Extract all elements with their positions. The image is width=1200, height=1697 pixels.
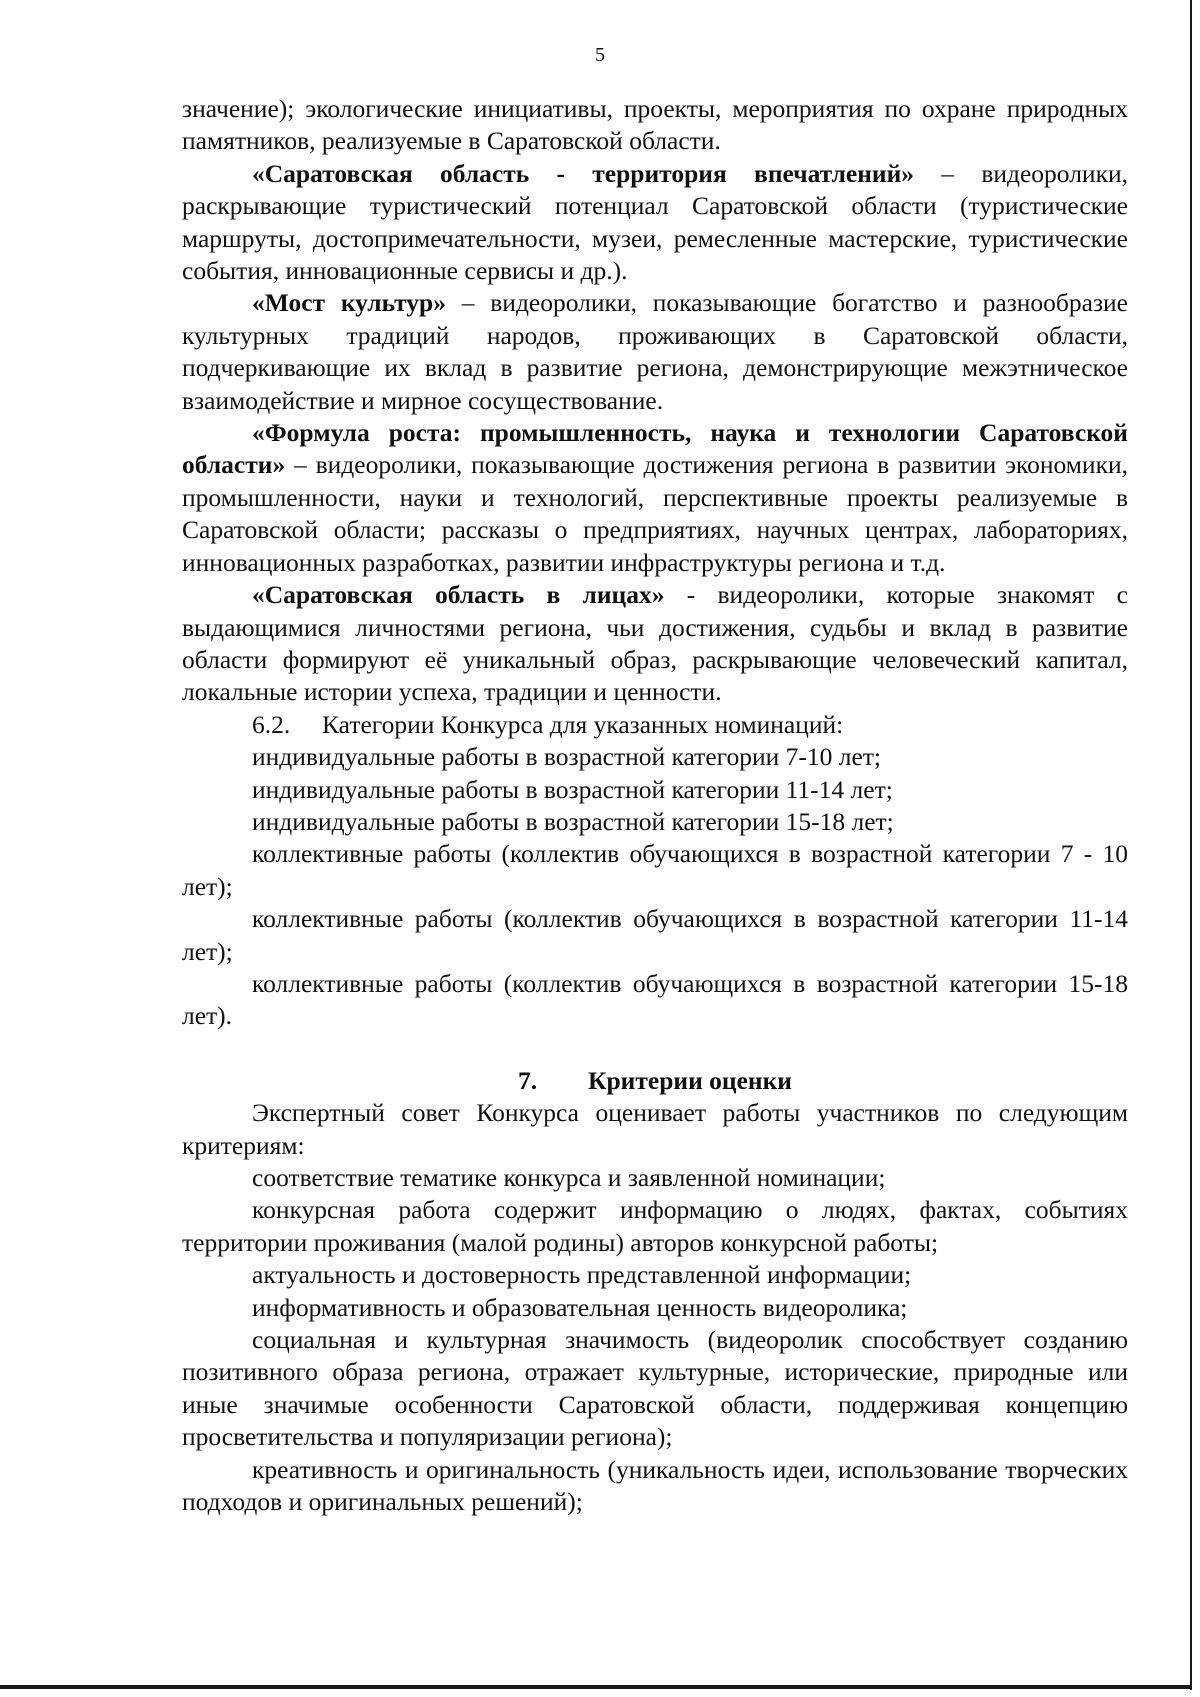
nomination-title: «Формула роста: промышленность, наука и технологии Саратовской области» [182, 418, 1128, 480]
section-number: 7. [518, 1065, 538, 1095]
criteria-item: соответствие тематике конкурса и заявленной номинации; [252, 1163, 886, 1192]
paragraph-ecology-continuation: значение); экологические инициативы, проекты, мероприятия по охране природных памятников, реализуемые в Саратовской области. [182, 94, 1128, 156]
category-item: коллективные работы (коллектив обучающихся в возрастной категории 7 - 10 лет); [182, 839, 1128, 901]
document-body [182, 93, 1128, 1518]
criteria-item: конкурсная работа содержит информацию о людях, фактах, событиях территории проживания (малой родины) авторов конкурсной работы; [182, 1195, 1128, 1257]
section-title: Критерии оценки [588, 1065, 792, 1095]
category-item: индивидуальные работы в возрастной категории 11-14 лет; [252, 774, 893, 804]
section-number: 6.2. [252, 709, 291, 739]
criteria-item: информативность и образовательная ценность видеоролика; [252, 1292, 908, 1322]
criteria-intro: Экспертный совет Конкурса оценивает работы участников по следующим критериям: [182, 1098, 1128, 1160]
nomination-title: «Саратовская область - территория впечатлений» [252, 158, 915, 188]
category-item: индивидуальные работы в возрастной категории 15-18 лет; [252, 806, 894, 836]
paragraph-nomination-bridge-of-cultures [182, 287, 1128, 417]
criteria-item: креативность и оригинальность (уникальность идеи, использование творческих подходов и оригинальных решений); [182, 1454, 1128, 1517]
category-item: коллективные работы (коллектив обучающихся в возрастной категории 11-14 лет); [182, 904, 1128, 966]
section-6-2-heading [182, 709, 1128, 741]
scan-edge-bottom [0, 1685, 1192, 1689]
nomination-description: – видеоролики, показывающие богатство и разнообразие культурных традиций народов, проживающих в Саратовской области, подчеркивающие их вклад в развитие региона, демонстрирующие межэтническое взаимодействие и мирное сосуществование. [182, 288, 1128, 415]
section-title: Категории Конкурса для указанных номинаций: [322, 709, 844, 739]
nomination-description: – видеоролики, показывающие достижения региона в развитии экономики, промышленности, науки и технологий, перспективные проекты реализуемые в Саратовской области; рассказы о предприятиях, научных центрах, лабораториях, инновационных разработках, развитии инфраструктуры региона и т.д. [182, 450, 1128, 577]
criteria-item: актуальность и достоверность представленной информации; [252, 1260, 912, 1290]
paragraph-nomination-impressions [182, 158, 1128, 288]
section-7-heading [182, 1065, 1128, 1097]
scan-edge-right [1190, 0, 1192, 1690]
nomination-description: - видеоролики, которые знакомят с выдающимися личностями региона, чьи достижения, судьбы и вклад в развитие области формируют её уникальный образ, раскрывающие человеческий капитал, локальные истории успеха, традиции и ценности. [182, 580, 1128, 707]
nomination-title: «Саратовская область в лицах» [252, 580, 665, 610]
category-item: коллективные работы (коллектив обучающихся в возрастной категории 15-18 лет). [182, 968, 1128, 1031]
paragraph-nomination-in-faces [182, 579, 1128, 709]
criteria-item: социальная и культурная значимость (видеоролик способствует созданию позитивного образа региона, отражает культурные, исторические, природные или иные значимые особенности Саратовской области, поддерживая концепцию просветительства и популяризации региона); [182, 1325, 1128, 1452]
paragraph-nomination-growth-formula [182, 417, 1128, 579]
nomination-title: «Мост культур» [252, 288, 446, 318]
category-item: индивидуальные работы в возрастной категории 7-10 лет; [252, 742, 882, 772]
page-number: 5 [595, 44, 605, 66]
nomination-description: – видеоролики, раскрывающие туристический потенциал Саратовской области (туристические маршруты, достопримечательности, музеи, ремесленные мастерские, туристические события, инновационные сервисы и др.). [182, 158, 1128, 286]
